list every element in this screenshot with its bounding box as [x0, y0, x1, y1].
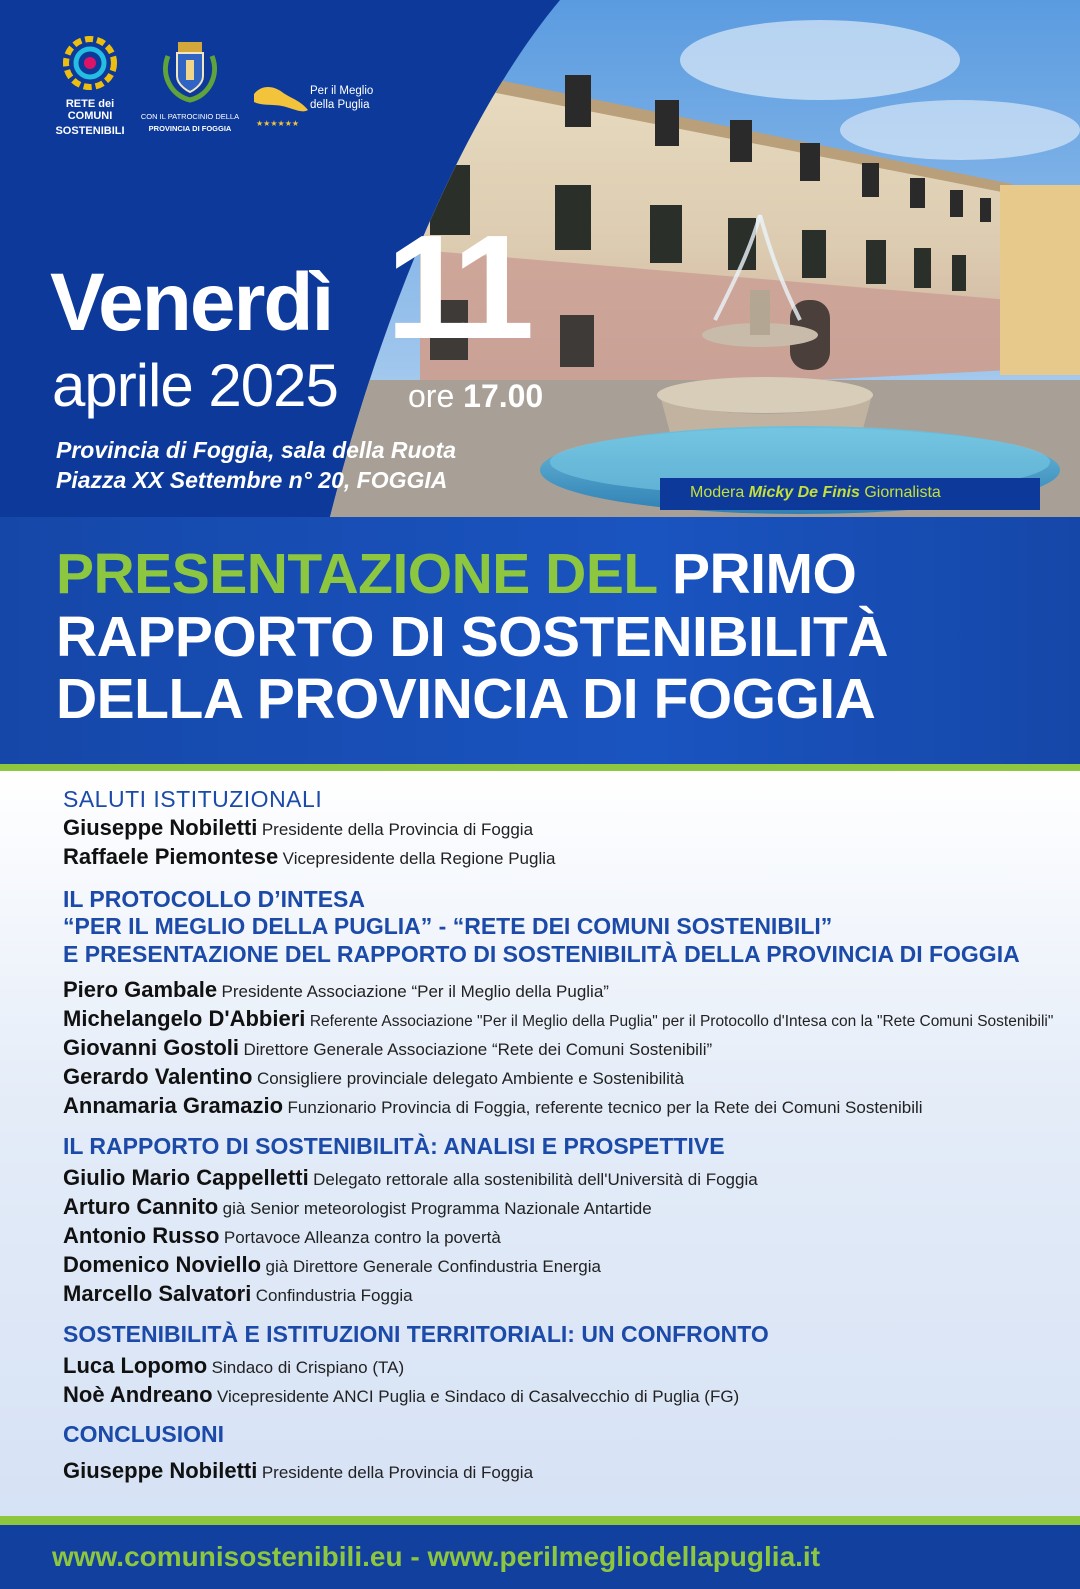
speaker-row — [63, 979, 609, 1001]
speaker-row — [63, 1066, 684, 1088]
speaker-role: Consigliere provinciale delegato Ambiente e Sostenibilità — [256, 1069, 685, 1088]
speaker-name: Arturo Cannito — [63, 1194, 219, 1219]
speaker-name: Gerardo Valentino — [63, 1064, 253, 1089]
title-green-part: PRESENTAZIONE DEL — [56, 542, 657, 606]
speaker-name: Giovanni Gostoli — [63, 1035, 240, 1060]
footer — [0, 1525, 1080, 1589]
meglio-logo-line2: della Puglia — [310, 99, 370, 112]
event-day-name: Venerdì — [50, 257, 333, 348]
provincia-logo-line2: PROVINCIA DI FOGGIA — [148, 123, 232, 133]
website-links[interactable]: www.comunisostenibili.eu - www.perilmegliodellapuglia.it — [52, 1541, 821, 1572]
section-heading: E PRESENTAZIONE DEL RAPPORTO DI SOSTENIBILITÀ DELLA PROVINCIA DI FOGGIA — [63, 941, 1020, 967]
rete-logo-line2: SOSTENIBILI — [55, 125, 125, 138]
speaker-role: Presidente della Provincia di Foggia — [261, 1463, 534, 1482]
speaker-role: già Direttore Generale Confindustria Energia — [265, 1257, 601, 1276]
speaker-role: Presidente Associazione “Per il Meglio della Puglia” — [221, 982, 609, 1001]
section-heading: IL RAPPORTO DI SOSTENIBILITÀ: ANALISI E PROSPETTIVE — [63, 1133, 725, 1159]
speaker-name: Annamaria Gramazio — [63, 1093, 284, 1118]
header — [0, 0, 1080, 517]
speaker-name: Giuseppe Nobiletti — [63, 815, 258, 840]
venue-line2: Piazza XX Settembre n° 20, FOGGIA — [56, 466, 448, 493]
section-heading: SALUTI ISTITUZIONALI — [63, 786, 323, 812]
green-divider — [0, 764, 1080, 771]
meglio-puglia-logo — [252, 80, 412, 133]
provincia-logo-line1: CON IL PATROCINIO DELLA — [140, 112, 240, 121]
speaker-row — [63, 1460, 533, 1482]
logo-bar — [44, 36, 464, 146]
meglio-logo-caption — [310, 84, 410, 113]
time-prefix: ore — [408, 378, 455, 414]
speaker-role: Delegato rettorale alla sostenibilità dell'Università di Foggia — [313, 1170, 758, 1189]
speaker-role: Referente Associazione "Per il Meglio della Puglia" per il Protocollo d'Intesa con la "Rete Comuni Sostenibili" — [309, 1013, 1054, 1030]
venue-line1: Provincia di Foggia, sala della Ruota — [56, 437, 457, 463]
footer-green-line — [0, 1516, 1080, 1525]
sdg-wheel-icon — [63, 36, 117, 90]
section-heading: CONCLUSIONI — [63, 1421, 224, 1447]
moderator-banner — [660, 478, 1040, 510]
section-heading: “PER IL MEGLIO DELLA PUGLIA” - “RETE DEI COMUNI SOSTENIBILI” — [63, 913, 833, 939]
speaker-name: Luca Lopomo — [63, 1353, 208, 1378]
speaker-row — [63, 1008, 1053, 1030]
puglia-map-icon — [252, 80, 310, 128]
speaker-row — [63, 1384, 739, 1406]
moderator-role: Giornalista — [864, 484, 941, 501]
speaker-role: Presidente della Provincia di Foggia — [261, 820, 534, 839]
event-month-year: aprile 2025 — [52, 352, 338, 419]
speaker-row — [63, 1225, 501, 1247]
program — [0, 771, 1080, 1516]
speaker-row — [63, 1355, 404, 1377]
section-heading: IL PROTOCOLLO D’INTESA — [63, 886, 365, 912]
page-title — [56, 543, 888, 731]
speaker-row — [63, 1196, 652, 1218]
moderator-prefix: Modera — [690, 484, 745, 501]
speaker-row — [63, 1167, 758, 1189]
title-band — [0, 517, 1080, 764]
speaker-name: Giulio Mario Cappelletti — [63, 1165, 309, 1190]
title-line1-rest: PRIMO — [671, 542, 857, 606]
event-day-number: 11 — [386, 205, 527, 370]
moderator-name: Micky De Finis — [748, 484, 860, 501]
title-line3: DELLA PROVINCIA DI FOGGIA — [56, 667, 876, 732]
speaker-name: Piero Gambale — [63, 977, 218, 1002]
speaker-role: Confindustria Foggia — [255, 1286, 413, 1305]
speaker-role: Vicepresidente della Regione Puglia — [282, 849, 556, 868]
provincia-logo — [140, 36, 240, 133]
speaker-row — [63, 817, 533, 839]
rete-logo-line1: RETE dei COMUNI — [65, 98, 115, 122]
title-line2: RAPPORTO DI SOSTENIBILITÀ — [56, 604, 889, 669]
time-value: 17.00 — [463, 378, 544, 414]
speaker-row — [63, 1037, 712, 1059]
event-time — [408, 380, 543, 412]
speaker-row — [63, 846, 555, 868]
speaker-name: Michelangelo D'Abbieri — [63, 1006, 306, 1031]
coat-of-arms-icon — [160, 36, 220, 104]
svg-text:★★★★★★: ★★★★★★ — [256, 119, 300, 128]
event-venue — [56, 436, 456, 496]
section-heading: SOSTENIBILITÀ E ISTITUZIONI TERRITORIALI: UN CONFRONTO — [63, 1321, 769, 1347]
rete-comuni-logo — [44, 36, 136, 138]
speaker-name: Noè Andreano — [63, 1382, 213, 1407]
meglio-logo-line1: Per il Meglio — [310, 85, 374, 97]
speaker-role: Portavoce Alleanza contro la povertà — [223, 1228, 501, 1247]
speaker-row — [63, 1254, 601, 1276]
speaker-name: Giuseppe Nobiletti — [63, 1458, 258, 1483]
speaker-row — [63, 1283, 413, 1305]
speaker-row — [63, 1095, 923, 1117]
speaker-name: Domenico Noviello — [63, 1252, 262, 1277]
speaker-name: Marcello Salvatori — [63, 1281, 252, 1306]
speaker-name: Raffaele Piemontese — [63, 844, 279, 869]
speaker-role: Sindaco di Crispiano (TA) — [211, 1358, 405, 1377]
speaker-name: Antonio Russo — [63, 1223, 220, 1248]
speaker-role: già Senior meteorologist Programma Nazionale Antartide — [222, 1199, 652, 1218]
speaker-role: Direttore Generale Associazione “Rete dei Comuni Sostenibili” — [243, 1040, 713, 1059]
speaker-role: Vicepresidente ANCI Puglia e Sindaco di Casalvecchio di Puglia (FG) — [216, 1387, 740, 1406]
speaker-role: Funzionario Provincia di Foggia, referente tecnico per la Rete dei Comuni Sostenibili — [287, 1098, 923, 1117]
